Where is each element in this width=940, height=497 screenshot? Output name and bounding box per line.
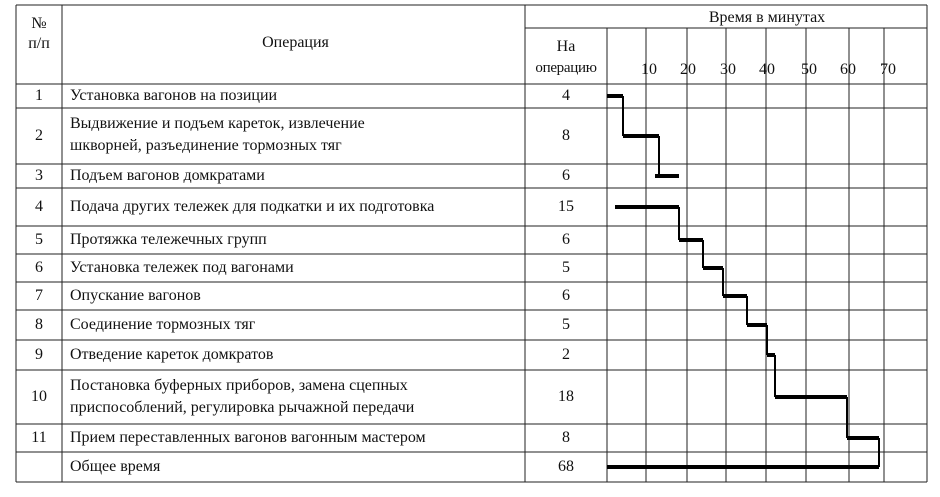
operation-duration: 4 (562, 87, 570, 104)
operation-name: Опускание вагонов (70, 287, 201, 304)
operation-name: Прием переставленных вагонов вагонным мастером (70, 429, 426, 446)
row-number: 10 (31, 388, 47, 405)
row-number: 2 (35, 127, 43, 144)
operation-name: Подача других тележек для подкатки и их подготовка (70, 198, 435, 215)
operation-duration: 8 (562, 429, 570, 446)
row-number: 8 (35, 316, 43, 333)
header-per-operation-line1: На (556, 38, 576, 55)
axis-tick-label: 10 (641, 61, 657, 78)
operation-name: Протяжка тележечных групп (70, 231, 267, 248)
operation-duration: 18 (558, 388, 574, 405)
total-label: Общее время (70, 458, 161, 475)
operation-name: Соединение тормозных тяг (70, 316, 256, 333)
axis-tick-label: 60 (840, 61, 856, 78)
operation-name-line: Постановка буферных приборов, замена сцепных (70, 377, 408, 394)
operation-duration: 6 (562, 287, 570, 304)
header-number-label: п/п (28, 35, 50, 52)
axis-tick-label: 50 (801, 61, 817, 78)
operation-name: Установка вагонов на позиции (70, 87, 278, 104)
row-number: 4 (35, 198, 43, 215)
header-time-group: Время в минутах (708, 9, 826, 26)
operation-name-line: шкворней, разъединение тормозных тяг (70, 137, 342, 154)
operation-duration: 6 (562, 167, 570, 184)
operation-name-line: Выдвижение и подъем кареток, извлечение (70, 115, 365, 132)
axis-tick-label: 70 (880, 61, 896, 78)
operation-name: Отведение кареток домкратов (70, 346, 274, 363)
row-number: 9 (35, 346, 43, 363)
operation-duration: 6 (562, 231, 570, 248)
operation-duration: 2 (562, 346, 570, 363)
row-number: 11 (31, 429, 47, 446)
row-number: 7 (35, 287, 43, 304)
row-number: 5 (35, 231, 43, 248)
header-number-symbol: № (31, 15, 47, 32)
operation-duration: 15 (558, 198, 574, 215)
operation-duration: 5 (562, 259, 570, 276)
row-number: 3 (35, 167, 43, 184)
axis-tick-label: 40 (759, 61, 775, 78)
row-number: 1 (35, 87, 43, 104)
operation-duration: 5 (562, 316, 570, 333)
operation-name-line: приспособлений, регулировка рычажной передачи (70, 399, 415, 416)
operation-duration: 8 (562, 127, 570, 144)
header-operation: Операция (262, 34, 329, 51)
axis-tick-label: 20 (680, 61, 696, 78)
header-per-operation-line2: операцию (535, 60, 597, 76)
axis-tick-label: 30 (720, 61, 736, 78)
row-number: 6 (35, 259, 43, 276)
total-duration: 68 (558, 458, 574, 475)
operation-name: Подъем вагонов домкратами (70, 167, 265, 184)
operation-name: Установка тележек под вагонами (70, 259, 294, 276)
